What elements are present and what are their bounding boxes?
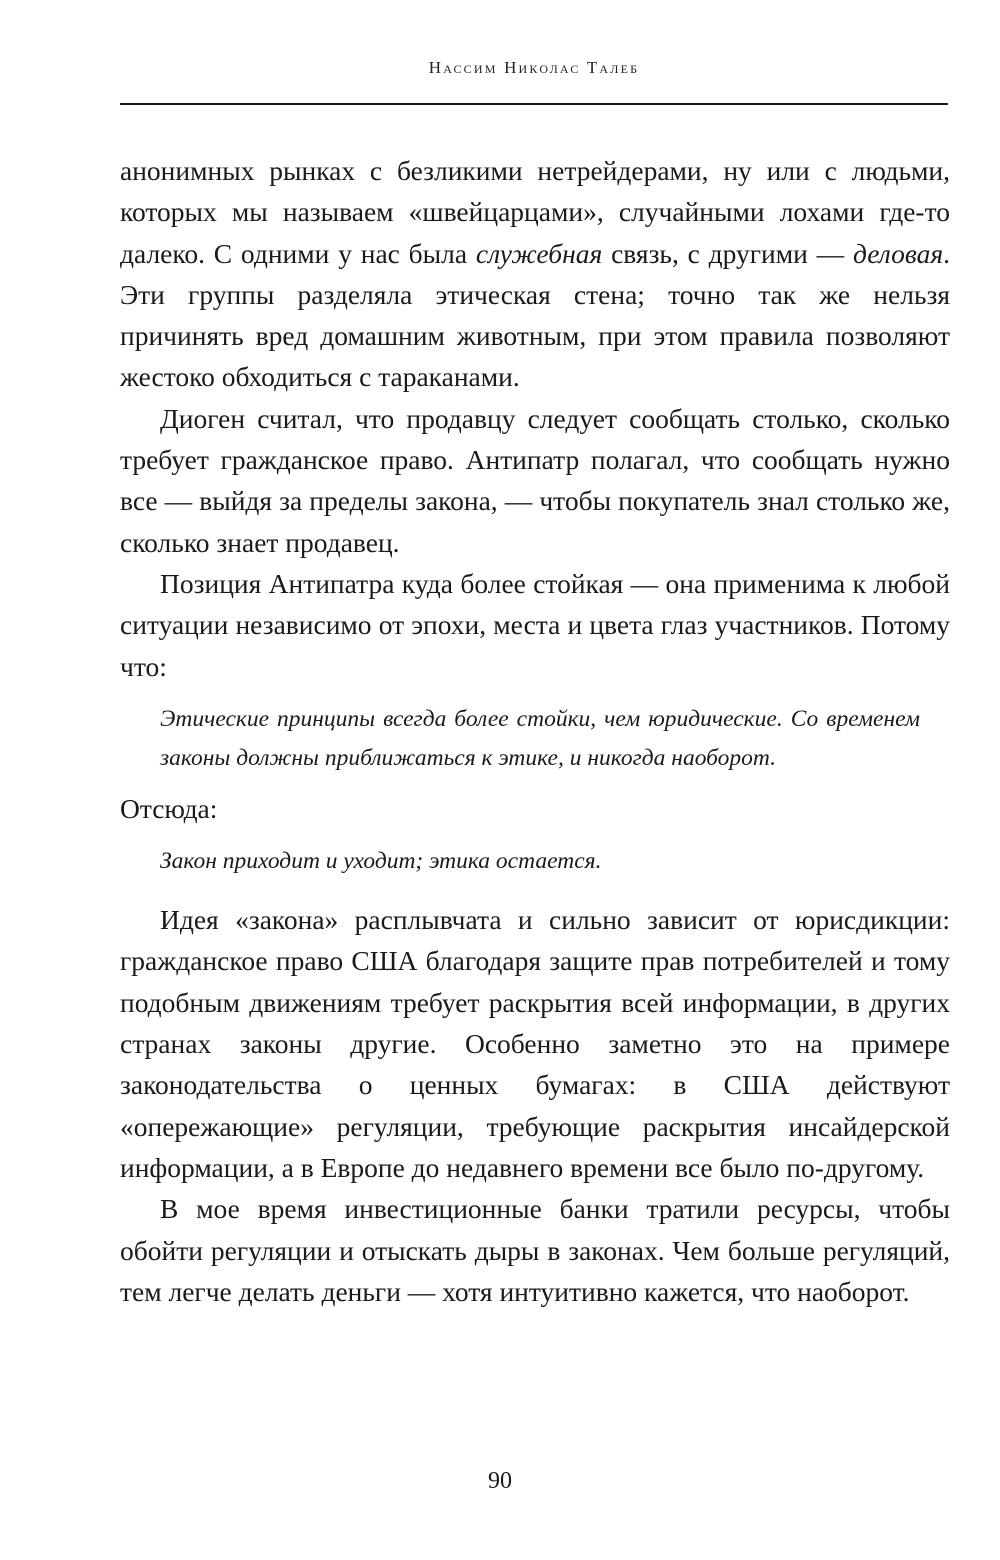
paragraph-6: В мое время инвестиционные банки тратили ресурсы, чтобы обойти регуляции и отыскать дыры в законах. Чем больше регуляций, тем легче делать деньги — хотя интуитивно кажется, что наоборот. [120,1193,950,1307]
paragraph-1-part-c: . Эти группы разделяла этическая стена; точно так же нельзя причинять вред домашним животным, при этом правила позволяют жестоко обходиться с тараканами. [120,237,950,393]
paragraph-4: Отсюда: [120,792,218,824]
italic-term-business: деловая [852,237,944,269]
paragraph-1-part-b: связь, с другими — [602,237,853,269]
block-quote-1: Этические принципы всегда более стойки, чем юридические. Со временем законы должны приближаться к этике, и никогда наоборот. [160,705,920,771]
paragraph-1 [120,150,950,398]
italic-term-service: служебная [475,237,603,269]
body-text [120,150,950,1312]
header-rule [120,103,948,105]
paragraph-2: Диоген считал, что продавцу следует сообщать столько, сколько требует гражданское право. Антипатр полагал, что сообщать нужно все — выйдя за пределы закона, — чтобы покупатель знал столько же, сколько знает продавец. [120,402,950,558]
paragraph-1-part-a: анонимных рынках с безликими нетрейдерами, ну или с людьми, которых мы называем «швейцарцами», случайными лохами где-то далеко. С одними у нас была [120,155,950,269]
block-quote-2: Закон приходит и уходит; этика остается. [160,848,602,875]
running-head: Нассим Николас Талеб [428,58,640,77]
paragraph-5: Идея «закона» расплывчата и сильно зависит от юрисдикции: гражданское право США благодаря защите прав потребителей и тому подобным движениям требует раскрытия всей информации, в других странах законы другие. Особенно заметно это на примере законодательства о ценных бумагах: в США действуют «опережающие» регуляции, требующие раскрытия инсайдерской информации, а в Европе до недавнего времени все было по-другому. [120,904,950,1183]
page-number: 90 [488,1468,512,1494]
paragraph-3: Позиция Антипатра куда более стойкая — она применима к любой ситуации независимо от эпохи, места и цвета глаз участников. Потому что: [120,567,950,682]
